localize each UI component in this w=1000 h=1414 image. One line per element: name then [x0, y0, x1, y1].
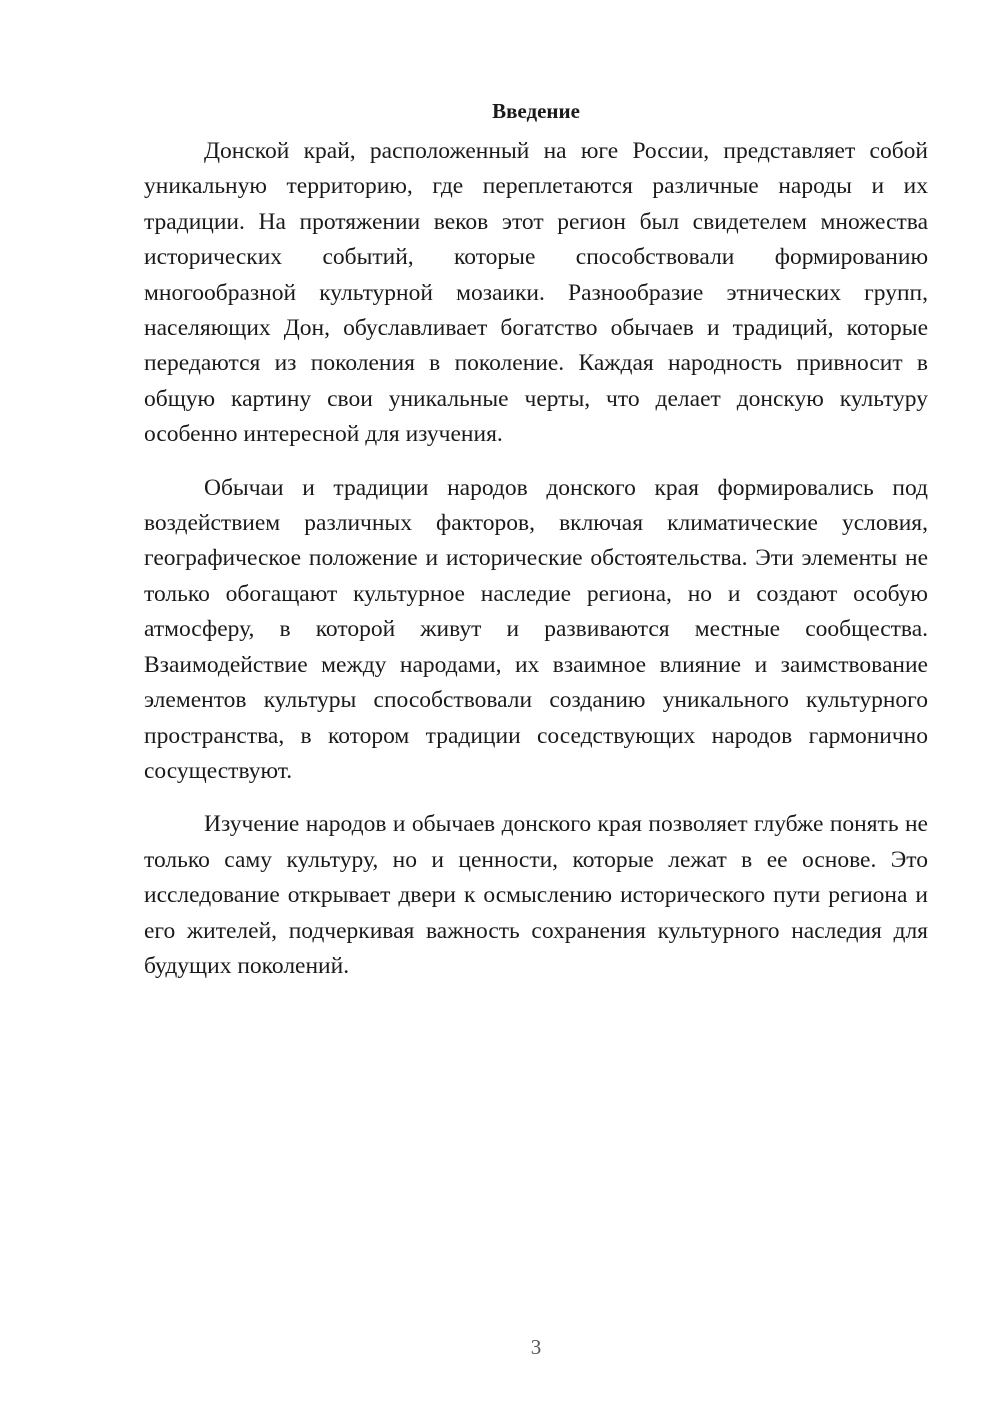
paragraph-1: Донской край, расположенный на юге России, представляет собой уникальную территорию, где переплетаются различные народы и их традиции. На протяжении веков этот регион был свидетелем множества исторических событий, которые способствовали формированию многообразной культурной мозаики. Разнообразие этнических групп, населяющих Дон, обуславливает богатство обычаев и традиций, которые передаются из поколения в поколение. Каждая народность привносит в общую картину свои уникальные черты, что делает донскую культуру особенно интересной для изучения. [144, 138, 928, 448]
page-number: 3 [530, 1335, 542, 1359]
paragraph-3: Изучение народов и обычаев донского края позволяет глубже понять не только саму культуру, но и ценности, которые лежат в ее основе. Это исследование открывает двери к осмыслению исторического пути региона и его жителей, подчеркивая важность сохранения культурного наследия для будущих поколений. [144, 811, 928, 979]
paragraph-2: Обычаи и традиции народов донского края формировались под воздействием различных факторов, включая климатические условия, географическое положение и исторические обстоятельства. Эти элементы не только обогащают культурное наследие региона, но и создают особую атмосферу, в которой живут и развиваются местные сообщества. Взаимодействие между народами, их взаимное влияние и заимствование элементов культуры способствовали созданию уникального культурного пространства, в котором традиции соседствующих народов гармонично сосуществуют. [144, 474, 928, 784]
page-content [144, 96, 928, 1002]
section-title: Введение [492, 99, 580, 123]
